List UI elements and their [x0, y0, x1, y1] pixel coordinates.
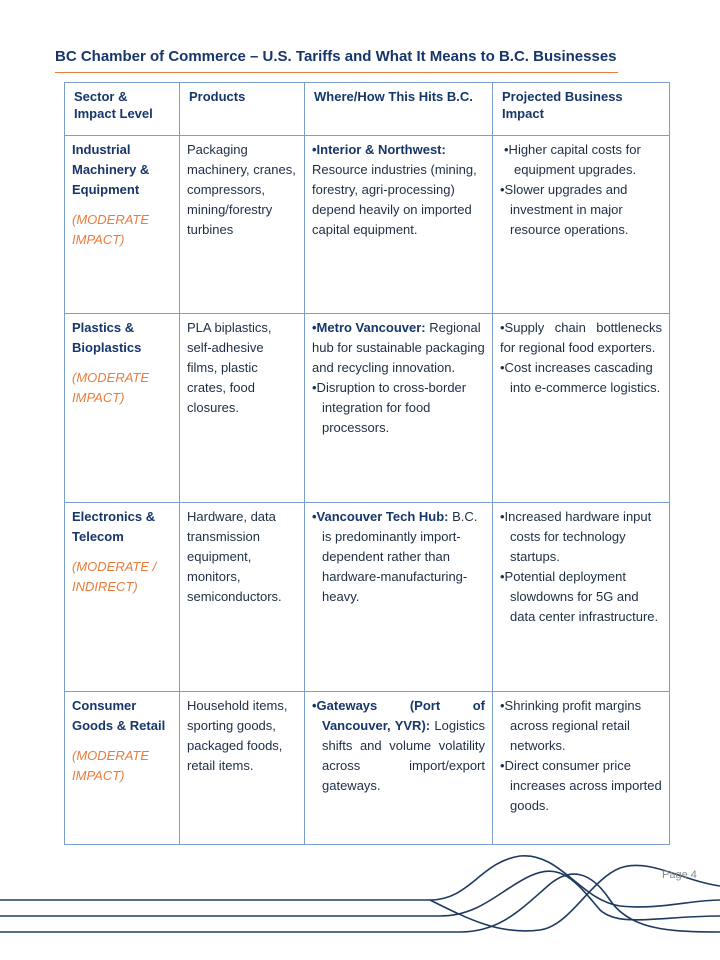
impact-point: •Shrinking profit margins across regional retail networks. — [500, 698, 642, 753]
sector-name: Consumer Goods & Retail — [72, 698, 166, 733]
location-heading: •Interior & Northwest: — [312, 142, 446, 157]
sector-cell — [65, 692, 180, 845]
impact-point: •Slower upgrades and investment in major resource operations. — [500, 182, 629, 237]
impact-point: •Higher capital costs for equipment upgrades. — [504, 142, 641, 177]
products-cell: Household items, sporting goods, packaged foods, retail items. — [180, 692, 305, 845]
table-header-row — [65, 83, 670, 136]
projected-impact-cell — [493, 692, 670, 845]
sector-name: Industrial Machinery & Equipment — [72, 142, 150, 197]
header-products: Products — [180, 83, 305, 136]
where-cell — [305, 692, 493, 845]
location-block — [312, 696, 485, 796]
location-description: Regional hub for sustainable packaging and recycling innovation. — [312, 320, 485, 375]
products-cell: Packaging machinery, cranes, compressors, mining/forestry turbines — [180, 136, 305, 314]
table-row — [65, 692, 670, 845]
wave-line — [0, 856, 720, 907]
impact-level: (MODERATE IMPACT) — [72, 212, 150, 247]
header-sector: Sector & Impact Level — [65, 83, 180, 136]
impact-point: •Cost increases cascading into e-commerce logistics. — [500, 360, 661, 395]
sector-cell — [65, 314, 180, 503]
title-underline — [55, 72, 618, 73]
impact-level: (MODERATE / INDIRECT) — [72, 559, 157, 594]
page-number: Page 4 — [662, 869, 697, 881]
impact-point: •Potential deployment slowdowns for 5G and data center infrastructure. — [500, 569, 659, 624]
location-description: B.C. is predominantly import-dependent rather than hardware-manufacturing-heavy. — [322, 509, 478, 604]
table-row — [65, 503, 670, 692]
wave-line — [0, 874, 720, 932]
wave-line — [0, 871, 720, 920]
impact-level: (MODERATE IMPACT) — [72, 748, 150, 783]
products-cell: PLA biplastics, self-adhesive films, plastic crates, food closures. — [180, 314, 305, 503]
sector-name: Electronics & Telecom — [72, 509, 156, 544]
header-projected-impact: Projected Business Impact — [493, 83, 670, 136]
where-cell — [305, 314, 493, 503]
table-row — [65, 136, 670, 314]
location-extra-point: •Disruption to cross-border integration for food processors. — [312, 380, 467, 435]
projected-impact-cell — [493, 314, 670, 503]
location-description: Resource industries (mining, forestry, agri-processing) depend heavily on imported capital equipment. — [312, 162, 477, 237]
projected-impact-cell — [493, 136, 670, 314]
impact-point: •Increased hardware input costs for technology startups. — [500, 509, 652, 564]
projected-impact-cell — [493, 503, 670, 692]
sector-cell — [65, 503, 180, 692]
location-heading: •Vancouver Tech Hub: — [312, 509, 449, 524]
impact-level: (MODERATE IMPACT) — [72, 370, 150, 405]
tariff-impact-table — [64, 82, 670, 845]
where-cell — [305, 503, 493, 692]
sector-name: Plastics & Bioplastics — [72, 320, 142, 355]
table-row — [65, 314, 670, 503]
location-block — [312, 507, 485, 607]
document-title: BC Chamber of Commerce – U.S. Tariffs and What It Means to B.C. Businesses — [55, 48, 617, 65]
sector-cell — [65, 136, 180, 314]
location-heading: •Gateways (Port of Vancouver, YVR): — [312, 698, 485, 733]
impact-point: •Direct consumer price increases across imported goods. — [500, 758, 662, 813]
impact-point: •Supply chain bottlenecks for regional food exporters. — [500, 320, 662, 355]
where-cell — [305, 136, 493, 314]
decorative-wave-lines — [0, 840, 720, 960]
location-heading: •Metro Vancouver: — [312, 320, 426, 335]
location-description: Logistics shifts and volume volatility across import/export gateways. — [322, 718, 485, 793]
products-cell: Hardware, data transmission equipment, monitors, semiconductors. — [180, 503, 305, 692]
header-where: Where/How This Hits B.C. — [305, 83, 493, 136]
